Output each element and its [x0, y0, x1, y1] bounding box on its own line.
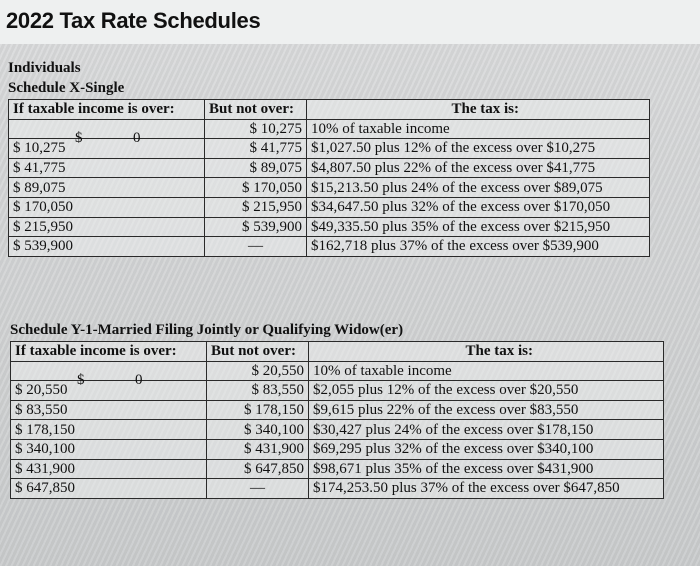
over-value: 0	[135, 371, 143, 388]
over-cell	[11, 361, 207, 388]
table-header-row	[11, 342, 664, 362]
page-title: 2022 Tax Rate Schedules	[6, 8, 261, 33]
over-cell: $ 215,950	[9, 217, 205, 237]
table-row	[9, 217, 650, 237]
not-over-cell: $ 647,850	[207, 459, 309, 479]
table-row	[9, 158, 650, 178]
tax-cell: $2,055 plus 12% of the excess over $20,550	[309, 381, 664, 401]
table-row	[11, 400, 664, 420]
tax-cell: 10% of taxable income	[307, 119, 650, 139]
col-header-not-over: But not over:	[205, 100, 307, 120]
table-row	[11, 361, 664, 381]
schedule-x-heading: Schedule X-Single	[8, 80, 125, 96]
tax-cell: $69,295 plus 32% of the excess over $340,100	[309, 439, 664, 459]
col-header-tax: The tax is:	[307, 100, 650, 120]
not-over-cell: $ 89,075	[205, 158, 307, 178]
not-over-cell: $ 10,275	[205, 119, 307, 139]
dollar-sign: $	[75, 129, 83, 146]
over-cell	[9, 119, 205, 146]
not-over-cell: $ 20,550	[207, 361, 309, 381]
dollar-sign: $	[77, 371, 85, 388]
not-over-cell: $ 41,775	[205, 139, 307, 159]
over-value: 0	[133, 129, 141, 146]
not-over-cell: $ 170,050	[205, 178, 307, 198]
table-row	[9, 178, 650, 198]
tax-cell: $4,807.50 plus 22% of the excess over $41,775	[307, 158, 650, 178]
section-label: Individuals	[8, 60, 81, 76]
over-cell: $ 178,150	[11, 420, 207, 440]
over-cell: $ 539,900	[9, 237, 205, 257]
table-row	[9, 237, 650, 257]
table-header-row	[9, 100, 650, 120]
not-over-cell: $ 178,150	[207, 400, 309, 420]
table-row	[11, 420, 664, 440]
over-cell: $ 431,900	[11, 459, 207, 479]
not-over-cell: —	[205, 237, 307, 257]
col-header-over: If taxable income is over:	[11, 342, 207, 362]
col-header-over: If taxable income is over:	[9, 100, 205, 120]
schedule-y1-table	[10, 341, 664, 499]
table-row	[11, 459, 664, 479]
over-cell: $ 41,775	[9, 158, 205, 178]
over-cell: $ 83,550	[11, 400, 207, 420]
table-row	[11, 479, 664, 499]
col-header-tax: The tax is:	[309, 342, 664, 362]
schedule-y1-heading: Schedule Y-1-Married Filing Jointly or Qualifying Widow(er)	[10, 322, 404, 338]
not-over-cell: $ 539,900	[205, 217, 307, 237]
tax-cell: $15,213.50 plus 24% of the excess over $89,075	[307, 178, 650, 198]
over-cell: $ 10,275	[9, 139, 205, 159]
tax-cell: $98,671 plus 35% of the excess over $431,900	[309, 459, 664, 479]
tax-cell: $174,253.50 plus 37% of the excess over $647,850	[309, 479, 664, 499]
table-row	[11, 439, 664, 459]
over-cell: $ 170,050	[9, 197, 205, 217]
not-over-cell: $ 83,550	[207, 381, 309, 401]
tax-cell: $30,427 plus 24% of the excess over $178,150	[309, 420, 664, 440]
title-bar	[0, 0, 700, 45]
tax-cell: $1,027.50 plus 12% of the excess over $10,275	[307, 139, 650, 159]
over-cell: $ 89,075	[9, 178, 205, 198]
tax-cell: 10% of taxable income	[309, 361, 664, 381]
table-row	[9, 197, 650, 217]
tax-cell: $9,615 plus 22% of the excess over $83,550	[309, 400, 664, 420]
table-row	[11, 381, 664, 401]
col-header-not-over: But not over:	[207, 342, 309, 362]
not-over-cell: $ 431,900	[207, 439, 309, 459]
photo-of-document	[0, 44, 700, 566]
over-cell: $ 340,100	[11, 439, 207, 459]
schedule-x-table	[8, 99, 650, 257]
not-over-cell: $ 340,100	[207, 420, 309, 440]
over-cell: $ 647,850	[11, 479, 207, 499]
tax-cell: $49,335.50 plus 35% of the excess over $215,950	[307, 217, 650, 237]
tax-cell: $162,718 plus 37% of the excess over $539,900	[307, 237, 650, 257]
not-over-cell: $ 215,950	[205, 197, 307, 217]
over-cell: $ 20,550	[11, 381, 207, 401]
table-row	[9, 119, 650, 139]
not-over-cell: —	[207, 479, 309, 499]
table-row	[9, 139, 650, 159]
tax-cell: $34,647.50 plus 32% of the excess over $170,050	[307, 197, 650, 217]
